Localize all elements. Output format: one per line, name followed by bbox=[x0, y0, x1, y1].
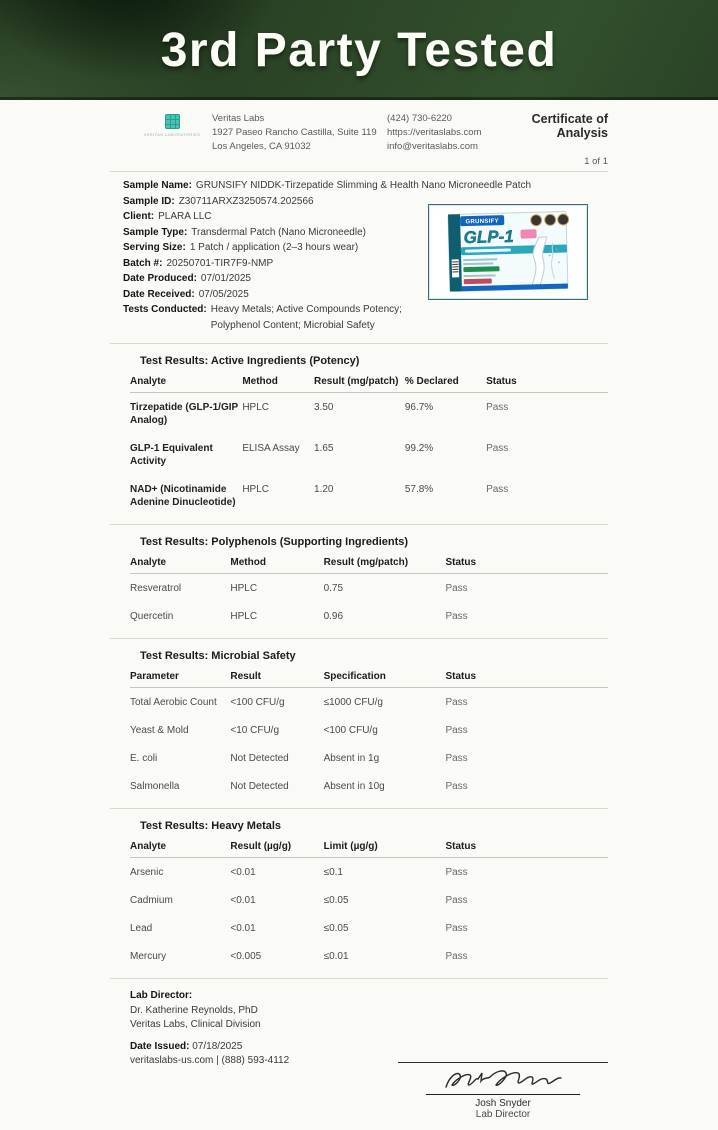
serving-size-field bbox=[123, 240, 423, 256]
cell-result: <0.005 bbox=[230, 951, 262, 962]
cell-result: <0.01 bbox=[230, 867, 256, 878]
cell-limit: ≤0.05 bbox=[323, 923, 349, 934]
cell-result: 3.50 bbox=[314, 402, 334, 413]
cell-declared: 57.8% bbox=[404, 484, 434, 495]
field-label: Serving Size: bbox=[123, 242, 186, 253]
cell-status: Pass bbox=[445, 611, 468, 622]
field-label: Batch #: bbox=[123, 257, 163, 269]
banner-title: 3rd Party Tested bbox=[160, 23, 558, 77]
cell-method: HPLC bbox=[242, 402, 270, 413]
cell-result: Not Detected bbox=[230, 781, 289, 792]
cell-status: Pass bbox=[486, 443, 509, 454]
cell-status: Pass bbox=[445, 725, 468, 736]
signature-top-divider bbox=[398, 1062, 608, 1063]
cell-method: ELISA Assay bbox=[242, 443, 300, 454]
table-polyphenols bbox=[110, 555, 608, 630]
table-header-row bbox=[130, 555, 608, 574]
table-header-row bbox=[130, 374, 608, 393]
cell-spec: ≤1000 CFU/g bbox=[323, 697, 383, 708]
section-microbial bbox=[110, 638, 608, 808]
field-label: Sample Name: bbox=[123, 180, 192, 191]
lab-logo-caption: VERITAS LABORATORIES bbox=[143, 132, 201, 137]
section-heavy-metals bbox=[110, 808, 608, 978]
cell-result: 1.20 bbox=[314, 484, 334, 495]
field-label: Client: bbox=[123, 211, 155, 222]
product-box-illustration bbox=[435, 210, 581, 294]
table-row bbox=[130, 574, 608, 602]
signature-name: Josh Snyder bbox=[475, 1098, 531, 1109]
field-label: Sample ID: bbox=[123, 195, 175, 207]
product-photo bbox=[428, 204, 588, 300]
col-header: Parameter bbox=[130, 671, 179, 682]
col-header: Result (µg/g) bbox=[230, 841, 292, 852]
cell-method: HPLC bbox=[242, 484, 270, 495]
cell-method: HPLC bbox=[230, 583, 258, 594]
table-row bbox=[130, 688, 608, 716]
col-header: Status bbox=[445, 841, 477, 852]
cell-result: <10 CFU/g bbox=[230, 725, 280, 736]
certificate-document bbox=[110, 100, 608, 1130]
col-header: Status bbox=[445, 557, 477, 568]
lab-header-right bbox=[522, 110, 608, 167]
field-label: Date Produced: bbox=[123, 273, 197, 284]
cell-limit: ≤0.05 bbox=[323, 895, 349, 906]
lab-director-label: Lab Director: bbox=[130, 990, 193, 1001]
lab-phone: (424) 730-6220 bbox=[387, 113, 452, 124]
cell-status: Pass bbox=[445, 951, 468, 962]
signature-line bbox=[426, 1094, 580, 1095]
cell-parameter: Yeast & Mold bbox=[130, 725, 189, 736]
cell-status: Pass bbox=[486, 484, 509, 495]
table-row bbox=[130, 393, 608, 434]
table-header-row bbox=[130, 839, 608, 858]
lab-director-org: Veritas Labs, Clinical Division bbox=[130, 1019, 261, 1030]
signature-block bbox=[398, 1062, 608, 1120]
lab-name: Veritas Labs bbox=[212, 113, 265, 124]
cell-result: <0.01 bbox=[230, 923, 256, 934]
date-issued-line bbox=[130, 1040, 608, 1055]
lab-header bbox=[110, 100, 608, 171]
table-row bbox=[130, 942, 608, 970]
col-header: Result (mg/patch) bbox=[323, 557, 409, 568]
banner bbox=[0, 0, 718, 100]
table-row bbox=[130, 602, 608, 630]
col-header: Status bbox=[486, 376, 517, 387]
cell-status: Pass bbox=[445, 895, 468, 906]
col-header: Analyte bbox=[130, 557, 167, 568]
cell-analyte: Lead bbox=[130, 923, 153, 934]
table-row bbox=[130, 716, 608, 744]
date-issued-value: 07/18/2025 bbox=[192, 1040, 243, 1052]
lab-address-line2: Los Angeles, CA 91032 bbox=[212, 141, 311, 152]
lab-director-block bbox=[130, 989, 608, 1033]
section-title: Test Results: Microbial Safety bbox=[140, 650, 296, 662]
cell-limit: ≤0.01 bbox=[323, 951, 349, 962]
cell-parameter: Total Aerobic Count bbox=[130, 697, 217, 708]
cell-result: Not Detected bbox=[230, 753, 289, 764]
cell-method: HPLC bbox=[230, 611, 258, 622]
field-value: 07/05/2025 bbox=[198, 288, 249, 300]
cell-analyte: Mercury bbox=[130, 951, 167, 962]
svg-text:✦: ✦ bbox=[548, 252, 552, 258]
field-value: PLARA LLC bbox=[158, 211, 212, 222]
field-value: 20250701-TIR7F9-NMP bbox=[166, 257, 274, 269]
cell-spec: Absent in 10g bbox=[323, 781, 385, 792]
field-label: Tests Conducted: bbox=[123, 304, 207, 315]
col-header: Analyte bbox=[130, 376, 167, 387]
veritas-labs-logo-icon bbox=[165, 114, 180, 129]
cell-spec: Absent in 1g bbox=[323, 753, 380, 764]
col-header: % Declared bbox=[404, 376, 459, 387]
cell-analyte: Cadmium bbox=[130, 895, 173, 906]
cell-result: <0.01 bbox=[230, 895, 256, 906]
lab-contact bbox=[387, 110, 522, 154]
lab-identity bbox=[212, 110, 387, 154]
batch-field bbox=[123, 256, 423, 272]
section-title: Test Results: Heavy Metals bbox=[140, 820, 282, 832]
col-header: Result (mg/patch) bbox=[314, 376, 399, 387]
table-microbial bbox=[110, 669, 608, 800]
table-row bbox=[130, 858, 608, 886]
table-row bbox=[130, 914, 608, 942]
cell-status: Pass bbox=[445, 583, 468, 594]
footer-wrap bbox=[110, 978, 608, 1130]
field-label: Sample Type: bbox=[123, 226, 188, 238]
col-header: Analyte bbox=[130, 841, 167, 852]
section-polyphenols bbox=[110, 524, 608, 638]
cell-analyte: Resveratrol bbox=[130, 583, 182, 594]
signature-handwriting bbox=[438, 1065, 568, 1093]
cell-analyte: GLP-1 Equivalent Activity bbox=[130, 443, 213, 467]
col-header: Result bbox=[230, 671, 261, 682]
cell-result: 0.96 bbox=[323, 611, 344, 622]
svg-text:✦: ✦ bbox=[554, 246, 559, 252]
col-header: Limit (µg/g) bbox=[323, 841, 378, 852]
col-header: Specification bbox=[323, 671, 386, 682]
date-produced-field bbox=[123, 271, 423, 287]
lab-website: https://veritaslabs.com bbox=[387, 127, 482, 138]
cell-result: <100 CFU/g bbox=[230, 697, 285, 708]
section-title: Test Results: Active Ingredients (Potency) bbox=[140, 355, 360, 367]
svg-text:GLP-1: GLP-1 bbox=[463, 226, 514, 248]
section-title: Test Results: Polyphenols (Supporting Ingredients) bbox=[140, 536, 409, 548]
sample-info-section bbox=[110, 172, 608, 343]
table-row bbox=[130, 475, 608, 516]
table-row bbox=[130, 886, 608, 914]
cell-result: 1.65 bbox=[314, 443, 334, 454]
cell-status: Pass bbox=[486, 402, 509, 413]
col-header: Status bbox=[445, 671, 477, 682]
cell-spec: <100 CFU/g bbox=[323, 725, 378, 736]
cell-limit: ≤0.1 bbox=[323, 867, 343, 878]
sample-type-field bbox=[123, 225, 423, 241]
date-received-field bbox=[123, 287, 423, 303]
cell-parameter: E. coli bbox=[130, 753, 158, 764]
footer bbox=[110, 978, 608, 1069]
cell-status: Pass bbox=[445, 781, 468, 792]
lab-director-name: Dr. Katherine Reynolds, PhD bbox=[130, 1004, 258, 1016]
document-title: Certificate of Analysis bbox=[531, 112, 608, 140]
lab-address-line1: 1927 Paseo Rancho Castilla, Suite 119 bbox=[212, 127, 377, 138]
cell-status: Pass bbox=[445, 923, 468, 934]
lab-logo bbox=[132, 110, 212, 137]
cell-analyte: Tirzepatide (GLP-1/GIP Analog) bbox=[130, 402, 238, 426]
cell-result: 0.75 bbox=[323, 583, 344, 594]
tests-conducted-field bbox=[123, 302, 423, 333]
section-active-ingredients bbox=[110, 343, 608, 524]
col-header: Method bbox=[242, 376, 278, 387]
cell-analyte: NAD+ (Nicotinamide Adenine Dinucleotide) bbox=[130, 484, 236, 508]
page-indicator: 1 of 1 bbox=[584, 156, 608, 167]
table-heavy-metals bbox=[110, 839, 608, 970]
cell-declared: 96.7% bbox=[404, 402, 434, 413]
table-header-row bbox=[130, 669, 608, 688]
field-value: Z30711ARXZ3250574.202566 bbox=[178, 195, 314, 207]
client-field bbox=[123, 209, 423, 225]
col-header: Method bbox=[230, 557, 266, 568]
cell-analyte: Arsenic bbox=[130, 867, 164, 878]
cell-status: Pass bbox=[445, 867, 468, 878]
signature-title: Lab Director bbox=[475, 1109, 531, 1120]
table-row bbox=[130, 772, 608, 800]
table-row bbox=[130, 744, 608, 772]
field-value: Heavy Metals; Active Compounds Potency; Polyphenol Content; Microbial Safety bbox=[210, 304, 402, 331]
date-issued-label: Date Issued: bbox=[130, 1040, 190, 1052]
footer-contact-line: veritaslabs-us.com | (888) 593-4112 bbox=[130, 1055, 290, 1066]
field-value: GRUNSIFY NIDDK-Tirzepatide Slimming & Health Nano Microneedle Patch bbox=[195, 180, 532, 191]
table-row bbox=[130, 434, 608, 475]
svg-text:GRUNSIFY: GRUNSIFY bbox=[465, 218, 499, 226]
cell-declared: 99.2% bbox=[404, 443, 434, 454]
field-value: 07/01/2025 bbox=[200, 273, 251, 284]
svg-text:✦: ✦ bbox=[557, 259, 561, 265]
field-value: Transdermal Patch (Nano Microneedle) bbox=[191, 226, 366, 238]
cell-status: Pass bbox=[445, 753, 468, 764]
cell-parameter: Salmonella bbox=[130, 781, 180, 792]
cell-analyte: Quercetin bbox=[130, 611, 174, 622]
lab-email: info@veritaslabs.com bbox=[387, 141, 478, 152]
sample-name-field bbox=[123, 178, 603, 194]
field-value: 1 Patch / application (2–3 hours wear) bbox=[189, 242, 359, 253]
field-label: Date Received: bbox=[123, 288, 195, 300]
cell-status: Pass bbox=[445, 697, 468, 708]
table-active-ingredients bbox=[110, 374, 608, 516]
